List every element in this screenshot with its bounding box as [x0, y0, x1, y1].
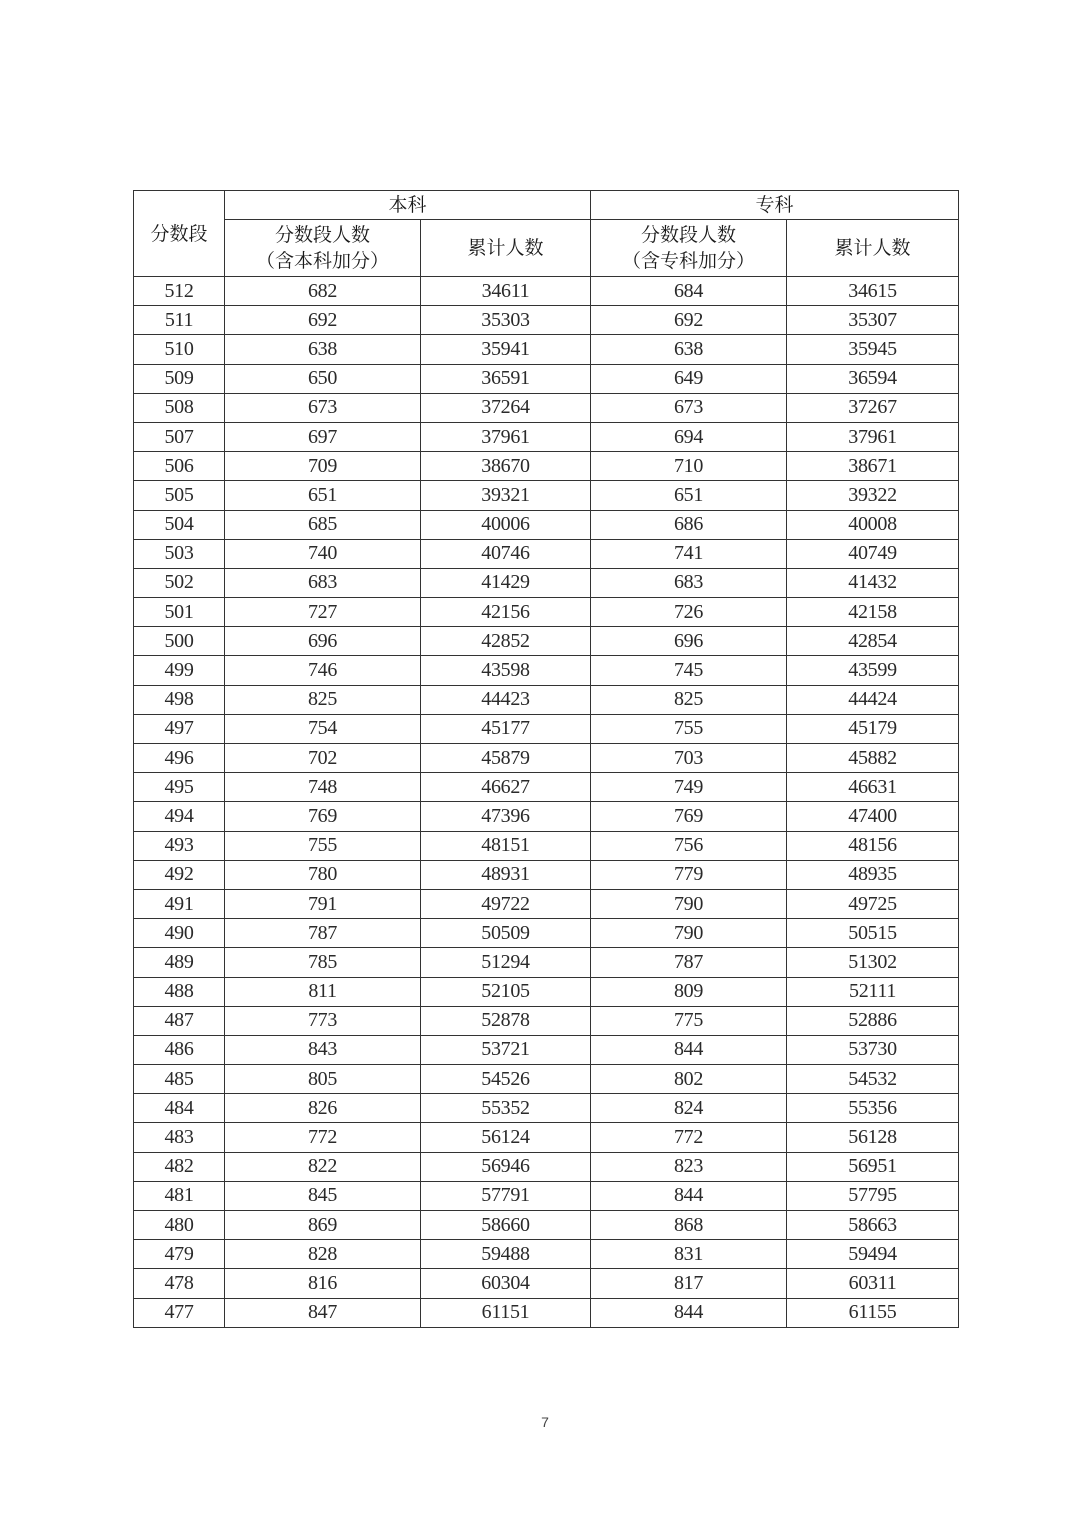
score-cell: 511	[134, 306, 225, 335]
undergrad-count-cell: 746	[225, 656, 421, 685]
table-row	[134, 1298, 959, 1327]
score-cell: 477	[134, 1298, 225, 1327]
table-row	[134, 422, 959, 451]
score-cell: 495	[134, 773, 225, 802]
score-cell: 504	[134, 510, 225, 539]
undergrad-cumulative-cell: 40006	[421, 510, 591, 539]
undergrad-count-cell: 673	[225, 393, 421, 422]
college-count-header	[591, 220, 787, 277]
undergrad-count-cell: 811	[225, 977, 421, 1006]
score-cell: 505	[134, 481, 225, 510]
score-cell: 478	[134, 1269, 225, 1298]
table-row	[134, 773, 959, 802]
table-row	[134, 1181, 959, 1210]
college-count-cell: 809	[591, 977, 787, 1006]
undergrad-count-cell: 692	[225, 306, 421, 335]
undergrad-cumulative-cell: 37264	[421, 393, 591, 422]
undergrad-count-cell: 843	[225, 1035, 421, 1064]
college-cumulative-cell: 61155	[787, 1298, 959, 1327]
undergrad-count-cell: 754	[225, 714, 421, 743]
college-cumulative-cell: 57795	[787, 1181, 959, 1210]
undergrad-cumulative-cell: 58660	[421, 1211, 591, 1240]
college-count-header-line2: （含专科加分）	[622, 250, 756, 272]
college-cumulative-cell: 42854	[787, 627, 959, 656]
undergrad-cumulative-cell: 48151	[421, 831, 591, 860]
table-row	[134, 393, 959, 422]
undergrad-count-cell: 650	[225, 364, 421, 393]
college-count-cell: 692	[591, 306, 787, 335]
undergrad-count-cell: 638	[225, 335, 421, 364]
table-row	[134, 1065, 959, 1094]
undergrad-count-cell: 755	[225, 831, 421, 860]
college-count-cell: 673	[591, 393, 787, 422]
college-count-cell: 749	[591, 773, 787, 802]
score-cell: 510	[134, 335, 225, 364]
undergrad-count-cell: 697	[225, 422, 421, 451]
undergrad-count-cell: 769	[225, 802, 421, 831]
college-count-cell: 831	[591, 1240, 787, 1269]
undergrad-count-cell: 709	[225, 452, 421, 481]
college-cumulative-cell: 48156	[787, 831, 959, 860]
undergrad-cumulative-cell: 47396	[421, 802, 591, 831]
table-row	[134, 977, 959, 1006]
college-count-cell: 756	[591, 831, 787, 860]
undergrad-count-header-line2: （含本科加分）	[255, 250, 389, 272]
undergrad-cumulative-cell: 34611	[421, 277, 591, 306]
table-row	[134, 568, 959, 597]
undergrad-count-cell: 748	[225, 773, 421, 802]
table-row	[134, 277, 959, 306]
college-count-cell: 696	[591, 627, 787, 656]
undergrad-cumulative-cell: 41429	[421, 568, 591, 597]
college-count-cell: 790	[591, 889, 787, 918]
undergrad-count-cell: 702	[225, 744, 421, 773]
table-row	[134, 802, 959, 831]
score-cell: 493	[134, 831, 225, 860]
college-cumulative-cell: 56951	[787, 1152, 959, 1181]
undergrad-group-header: 本科	[225, 191, 591, 220]
table-row	[134, 1035, 959, 1064]
score-cell: 494	[134, 802, 225, 831]
score-cell: 497	[134, 714, 225, 743]
undergrad-cumulative-cell: 45177	[421, 714, 591, 743]
score-cell: 509	[134, 364, 225, 393]
table-row	[134, 452, 959, 481]
undergrad-count-cell: 826	[225, 1094, 421, 1123]
college-count-cell: 638	[591, 335, 787, 364]
college-cumulative-cell: 50515	[787, 919, 959, 948]
undergrad-cumulative-cell: 52105	[421, 977, 591, 1006]
table-row	[134, 1211, 959, 1240]
college-count-cell: 787	[591, 948, 787, 977]
college-cumulative-cell: 37267	[787, 393, 959, 422]
college-cumulative-cell: 35945	[787, 335, 959, 364]
college-cumulative-cell: 43599	[787, 656, 959, 685]
score-cell: 506	[134, 452, 225, 481]
college-cumulative-cell: 52111	[787, 977, 959, 1006]
undergrad-cumulative-cell: 59488	[421, 1240, 591, 1269]
undergrad-cumulative-cell: 50509	[421, 919, 591, 948]
college-cumulative-cell: 48935	[787, 860, 959, 889]
college-cumulative-cell: 45179	[787, 714, 959, 743]
undergrad-cumulative-header: 累计人数	[421, 220, 591, 277]
score-cell: 489	[134, 948, 225, 977]
college-cumulative-cell: 40008	[787, 510, 959, 539]
table-row	[134, 1094, 959, 1123]
college-cumulative-cell: 36594	[787, 364, 959, 393]
undergrad-count-cell: 651	[225, 481, 421, 510]
score-cell: 503	[134, 539, 225, 568]
table-row	[134, 1240, 959, 1269]
score-cell: 488	[134, 977, 225, 1006]
undergrad-cumulative-cell: 44423	[421, 685, 591, 714]
undergrad-cumulative-cell: 40746	[421, 539, 591, 568]
college-count-cell: 726	[591, 598, 787, 627]
undergrad-cumulative-cell: 56124	[421, 1123, 591, 1152]
college-cumulative-cell: 35307	[787, 306, 959, 335]
college-count-cell: 703	[591, 744, 787, 773]
undergrad-cumulative-cell: 46627	[421, 773, 591, 802]
header-row-group	[134, 191, 959, 220]
undergrad-cumulative-cell: 52878	[421, 1006, 591, 1035]
college-cumulative-cell: 51302	[787, 948, 959, 977]
college-count-cell: 790	[591, 919, 787, 948]
table-row	[134, 889, 959, 918]
college-count-cell: 683	[591, 568, 787, 597]
college-count-cell: 825	[591, 685, 787, 714]
undergrad-cumulative-cell: 42156	[421, 598, 591, 627]
score-column-header: 分数段	[134, 191, 225, 277]
undergrad-count-cell: 816	[225, 1269, 421, 1298]
score-cell: 481	[134, 1181, 225, 1210]
undergrad-count-cell: 785	[225, 948, 421, 977]
score-cell: 507	[134, 422, 225, 451]
score-cell: 487	[134, 1006, 225, 1035]
college-count-cell: 868	[591, 1211, 787, 1240]
score-cell: 479	[134, 1240, 225, 1269]
score-cell: 491	[134, 889, 225, 918]
undergrad-cumulative-cell: 60304	[421, 1269, 591, 1298]
undergrad-count-cell: 845	[225, 1181, 421, 1210]
score-cell: 483	[134, 1123, 225, 1152]
undergrad-count-cell: 787	[225, 919, 421, 948]
table-row	[134, 1269, 959, 1298]
college-count-cell: 769	[591, 802, 787, 831]
score-cell: 512	[134, 277, 225, 306]
college-count-cell: 772	[591, 1123, 787, 1152]
score-cell: 496	[134, 744, 225, 773]
college-count-cell: 824	[591, 1094, 787, 1123]
undergrad-cumulative-cell: 56946	[421, 1152, 591, 1181]
table-row	[134, 481, 959, 510]
table-row	[134, 656, 959, 685]
college-cumulative-cell: 41432	[787, 568, 959, 597]
college-cumulative-cell: 45882	[787, 744, 959, 773]
undergrad-count-cell: 780	[225, 860, 421, 889]
undergrad-count-cell: 740	[225, 539, 421, 568]
undergrad-count-header	[225, 220, 421, 277]
table-row	[134, 919, 959, 948]
score-cell: 490	[134, 919, 225, 948]
score-cell: 485	[134, 1065, 225, 1094]
college-count-cell: 755	[591, 714, 787, 743]
college-cumulative-cell: 46631	[787, 773, 959, 802]
undergrad-cumulative-cell: 38670	[421, 452, 591, 481]
table-row	[134, 1006, 959, 1035]
table-row	[134, 627, 959, 656]
undergrad-cumulative-cell: 37961	[421, 422, 591, 451]
college-cumulative-cell: 54532	[787, 1065, 959, 1094]
table-row	[134, 860, 959, 889]
undergrad-cumulative-cell: 57791	[421, 1181, 591, 1210]
undergrad-count-cell: 682	[225, 277, 421, 306]
college-count-cell: 779	[591, 860, 787, 889]
undergrad-cumulative-cell: 42852	[421, 627, 591, 656]
college-count-cell: 684	[591, 277, 787, 306]
undergrad-count-cell: 847	[225, 1298, 421, 1327]
table-row	[134, 598, 959, 627]
score-cell: 508	[134, 393, 225, 422]
college-cumulative-cell: 56128	[787, 1123, 959, 1152]
undergrad-cumulative-cell: 35941	[421, 335, 591, 364]
college-count-cell: 802	[591, 1065, 787, 1094]
college-count-cell: 741	[591, 539, 787, 568]
undergrad-cumulative-cell: 48931	[421, 860, 591, 889]
college-cumulative-cell: 53730	[787, 1035, 959, 1064]
college-count-header-line1: 分数段人数	[641, 224, 737, 246]
undergrad-cumulative-cell: 43598	[421, 656, 591, 685]
table-row	[134, 364, 959, 393]
table-row	[134, 948, 959, 977]
undergrad-count-cell: 696	[225, 627, 421, 656]
table-body	[134, 277, 959, 1328]
score-cell: 502	[134, 568, 225, 597]
score-cell: 484	[134, 1094, 225, 1123]
college-count-cell: 710	[591, 452, 787, 481]
undergrad-cumulative-cell: 61151	[421, 1298, 591, 1327]
college-count-cell: 844	[591, 1298, 787, 1327]
undergrad-count-header-line1: 分数段人数	[274, 224, 370, 246]
college-cumulative-cell: 60311	[787, 1269, 959, 1298]
college-count-cell: 823	[591, 1152, 787, 1181]
score-cell: 480	[134, 1211, 225, 1240]
college-cumulative-cell: 44424	[787, 685, 959, 714]
college-cumulative-cell: 47400	[787, 802, 959, 831]
college-count-cell: 844	[591, 1035, 787, 1064]
college-count-cell: 686	[591, 510, 787, 539]
table-row	[134, 685, 959, 714]
table-row	[134, 306, 959, 335]
undergrad-cumulative-cell: 36591	[421, 364, 591, 393]
college-cumulative-cell: 37961	[787, 422, 959, 451]
table-row	[134, 539, 959, 568]
undergrad-count-cell: 772	[225, 1123, 421, 1152]
undergrad-cumulative-cell: 51294	[421, 948, 591, 977]
college-cumulative-cell: 34615	[787, 277, 959, 306]
undergrad-count-cell: 773	[225, 1006, 421, 1035]
college-count-cell: 745	[591, 656, 787, 685]
college-cumulative-cell: 58663	[787, 1211, 959, 1240]
undergrad-cumulative-cell: 39321	[421, 481, 591, 510]
score-cell: 498	[134, 685, 225, 714]
score-cell: 482	[134, 1152, 225, 1181]
score-cell: 501	[134, 598, 225, 627]
college-cumulative-cell: 39322	[787, 481, 959, 510]
table-row	[134, 831, 959, 860]
college-cumulative-cell: 40749	[787, 539, 959, 568]
undergrad-count-cell: 825	[225, 685, 421, 714]
undergrad-count-cell: 869	[225, 1211, 421, 1240]
undergrad-count-cell: 822	[225, 1152, 421, 1181]
score-distribution-table	[133, 190, 959, 1328]
table-row	[134, 744, 959, 773]
table-row	[134, 1152, 959, 1181]
college-cumulative-cell: 55356	[787, 1094, 959, 1123]
undergrad-count-cell: 805	[225, 1065, 421, 1094]
table-row	[134, 510, 959, 539]
college-count-cell: 775	[591, 1006, 787, 1035]
score-cell: 499	[134, 656, 225, 685]
college-cumulative-header: 累计人数	[787, 220, 959, 277]
undergrad-cumulative-cell: 45879	[421, 744, 591, 773]
college-cumulative-cell: 52886	[787, 1006, 959, 1035]
score-cell: 492	[134, 860, 225, 889]
undergrad-count-cell: 828	[225, 1240, 421, 1269]
table-row	[134, 335, 959, 364]
score-cell: 486	[134, 1035, 225, 1064]
undergrad-cumulative-cell: 54526	[421, 1065, 591, 1094]
college-cumulative-cell: 49725	[787, 889, 959, 918]
college-cumulative-cell: 38671	[787, 452, 959, 481]
undergrad-cumulative-cell: 35303	[421, 306, 591, 335]
undergrad-count-cell: 685	[225, 510, 421, 539]
page-number: 7	[541, 1414, 549, 1430]
college-group-header: 专科	[591, 191, 959, 220]
college-count-cell: 649	[591, 364, 787, 393]
undergrad-cumulative-cell: 55352	[421, 1094, 591, 1123]
undergrad-count-cell: 791	[225, 889, 421, 918]
college-cumulative-cell: 59494	[787, 1240, 959, 1269]
score-cell: 500	[134, 627, 225, 656]
college-cumulative-cell: 42158	[787, 598, 959, 627]
undergrad-count-cell: 727	[225, 598, 421, 627]
table-row	[134, 1123, 959, 1152]
college-count-cell: 694	[591, 422, 787, 451]
college-count-cell: 817	[591, 1269, 787, 1298]
college-count-cell: 844	[591, 1181, 787, 1210]
college-count-cell: 651	[591, 481, 787, 510]
undergrad-count-cell: 683	[225, 568, 421, 597]
table-row	[134, 714, 959, 743]
header-row-columns	[134, 220, 959, 277]
undergrad-cumulative-cell: 53721	[421, 1035, 591, 1064]
undergrad-cumulative-cell: 49722	[421, 889, 591, 918]
